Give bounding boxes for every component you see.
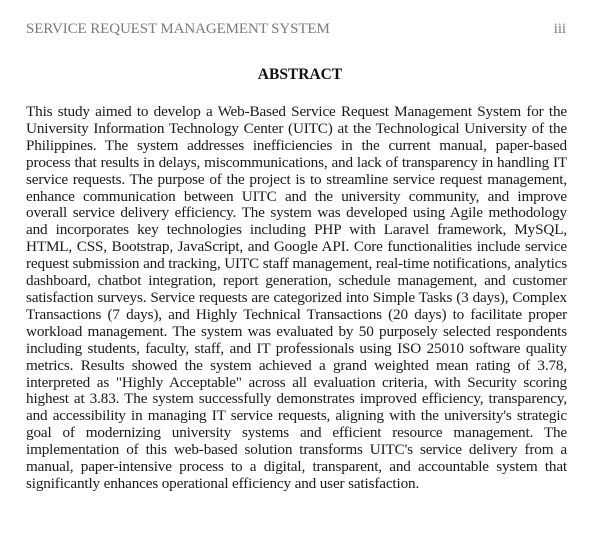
running-title: SERVICE REQUEST MANAGEMENT SYSTEM [26, 21, 330, 37]
page-number: iii [553, 21, 566, 37]
section-title: ABSTRACT [257, 66, 343, 83]
running-head [26, 21, 566, 38]
abstract-paragraph: This study aimed to develop a Web-Based Service Request Management System for the University Information Technology Center (UITC) at the Technological University of the Philippines. The system addresses inefficiencies in the current manual, paper-based process that results in delays, miscommunications, and lack of transparency in handling IT service requests. The purpose of the project is to streamline service request management, enhance communication between UITC and the university community, and improve overall service delivery efficiency. The system was developed using Agile methodology and incorporates key technologies including PHP with Laravel framework, MySQL, HTML, CSS, Bootstrap, JavaScript, and Google API. Core functionalities include service request submission and tracking, UITC staff management, real-time notifications, analytics dashboard, chatbot integration, report generation, schedule management, and customer satisfaction surveys. Service requests are categorized into Simple Tasks (3 days), Complex Transactions (7 days), and Highly Technical Transactions (20 days) to facilitate proper workload management. The system was evaluated by 50 purposely selected respondents including students, faculty, staff, and IT professionals using ISO 25010 software quality metrics. Results showed the system achieved a grand weighted mean rating of 3.78, interpreted as "Highly Acceptable" across all evaluation criteria, with Security scoring highest at 3.83. The system successfully demonstrates improved efficiency, transparency, and accessibility in managing IT service requests, aligning with the university's strategic goal of modernizing university systems and efficient resource management. The implementation of this web-based solution transforms UITC's service delivery from a manual, paper-intensive process to a digital, transparent, and accountable system that significantly enhances operational efficiency and user satisfaction. [26, 103, 567, 492]
